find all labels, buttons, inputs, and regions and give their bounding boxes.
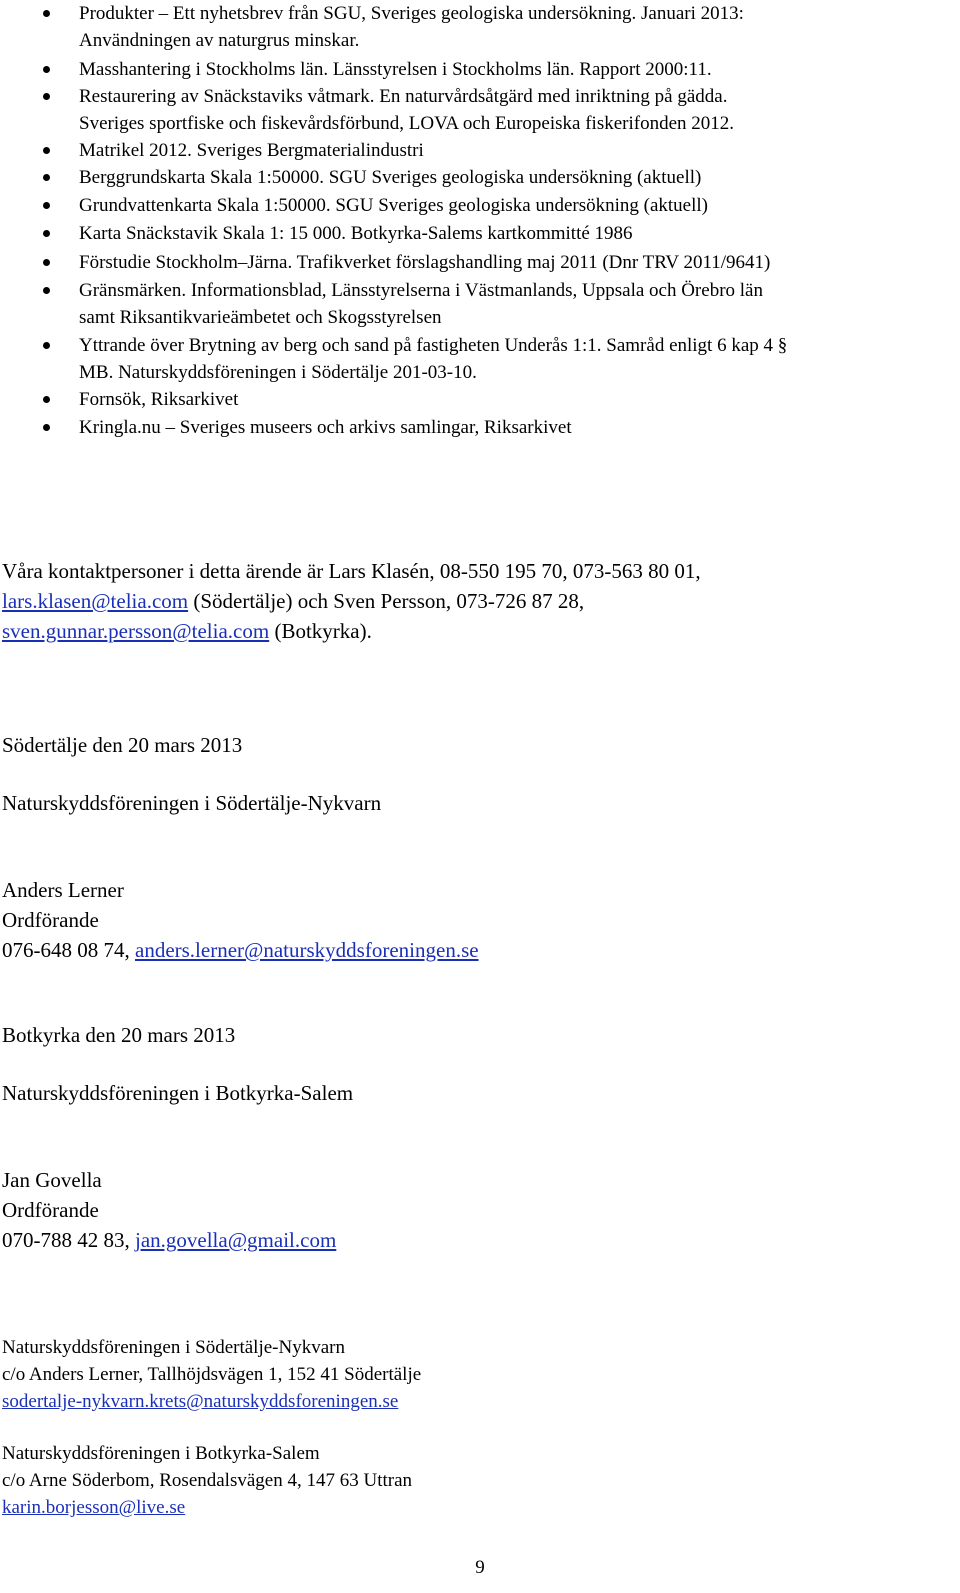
botkyrka-date: Botkyrka den 20 mars 2013 (2, 1023, 236, 1047)
address-email-line (2, 1494, 942, 1521)
list-item (79, 192, 949, 219)
list-item (79, 386, 949, 413)
botkyrka-signature (2, 1165, 942, 1255)
email-link-lars[interactable]: lars.klasen@telia.com (2, 589, 189, 613)
address-org: Naturskyddsföreningen i Södertälje-Nykvarn (2, 1337, 345, 1358)
reference-text: Berggrundskarta Skala 1:50000. SGU Sveriges geologiska undersökning (aktuell) (79, 167, 702, 188)
list-item (79, 277, 949, 331)
email-link-sven[interactable]: sven.gunnar.persson@telia.com (2, 619, 270, 643)
list-item (79, 220, 949, 247)
email-link-jan[interactable]: jan.govella@gmail.com (135, 1228, 337, 1252)
signer-phone: 070-788 42 83, (2, 1228, 135, 1252)
reference-text: Karta Snäckstavik Skala 1: 15 000. Botkyrka-Salems kartkommitté 1986 (79, 223, 633, 244)
list-item (79, 137, 949, 164)
address-email-line (2, 1388, 942, 1415)
signer-role: Ordförande (2, 908, 99, 932)
contact-line-3-text: (Botkyrka). (269, 619, 372, 643)
email-link-anders[interactable]: anders.lerner@naturskyddsforeningen.se (135, 938, 479, 962)
signer-phone: 076-648 08 74, (2, 938, 135, 962)
contact-line-2 (2, 586, 942, 616)
contact-line-3 (2, 616, 942, 646)
reference-text-continued: Användningen av naturgrus minskar. (79, 30, 360, 51)
list-item (79, 332, 949, 386)
reference-text: Fornsök, Riksarkivet (79, 389, 239, 410)
signer-contact (2, 935, 942, 965)
reference-text: Grundvattenkarta Skala 1:50000. SGU Sveriges geologiska undersökning (aktuell) (79, 195, 708, 216)
list-item (79, 56, 949, 83)
reference-text: Matrikel 2012. Sveriges Bergmaterialindustri (79, 140, 424, 161)
address-org: Naturskyddsföreningen i Botkyrka-Salem (2, 1443, 320, 1464)
list-item (79, 83, 949, 137)
reference-text: Restaurering av Snäckstaviks våtmark. En naturvårdsåtgärd med inriktning på gädda. (79, 86, 728, 107)
address-street: c/o Arne Söderbom, Rosendalsvägen 4, 147 63 Uttran (2, 1470, 413, 1491)
reference-text: Förstudie Stockholm–Järna. Trafikverket förslagshandling maj 2011 (Dnr TRV 2011/9641) (79, 252, 771, 273)
list-item (79, 249, 949, 276)
botkyrka-org: Naturskyddsföreningen i Botkyrka-Salem (2, 1081, 354, 1105)
page-number: 9 (475, 1557, 485, 1578)
address-street: c/o Anders Lerner, Tallhöjdsvägen 1, 152 41 Södertälje (2, 1364, 422, 1385)
contact-paragraph (2, 556, 942, 646)
reference-text: Gränsmärken. Informationsblad, Länsstyrelserna i Västmanlands, Uppsala och Örebro län (79, 280, 763, 301)
list-item (79, 414, 949, 441)
email-link-karin[interactable]: karin.borjesson@live.se (2, 1497, 186, 1518)
list-item (79, 0, 949, 54)
address-block-botkyrka (2, 1440, 942, 1521)
reference-text-continued: samt Riksantikvarieämbetet och Skogsstyrelsen (79, 307, 442, 328)
sodertalje-org: Naturskyddsföreningen i Södertälje-Nykvarn (2, 791, 382, 815)
signer-name: Anders Lerner (2, 878, 124, 902)
contact-line-1: Våra kontaktpersoner i detta ärende är Lars Klasén, 08-550 195 70, 073-563 80 01, (2, 559, 701, 583)
sodertalje-signature (2, 875, 942, 965)
contact-line-2-text: (Södertälje) och Sven Persson, 073-726 87 28, (188, 589, 585, 613)
signer-contact (2, 1225, 942, 1255)
reference-text: Produkter – Ett nyhetsbrev från SGU, Sveriges geologiska undersökning. Januari 2013: (79, 3, 744, 24)
signer-name: Jan Govella (2, 1168, 102, 1192)
address-block-sodertalje (2, 1334, 942, 1415)
reference-text: Yttrande över Brytning av berg och sand på fastigheten Underås 1:1. Samråd enligt 6 kap 4 § (79, 335, 788, 356)
sodertalje-date: Södertälje den 20 mars 2013 (2, 733, 243, 757)
reference-text-continued: MB. Naturskyddsföreningen i Södertälje 201-03-10. (79, 362, 477, 383)
list-item (79, 164, 949, 191)
email-link-krets[interactable]: sodertalje-nykvarn.krets@naturskyddsforeningen.se (2, 1391, 399, 1412)
signer-role: Ordförande (2, 1198, 99, 1222)
reference-text: Masshantering i Stockholms län. Länsstyrelsen i Stockholms län. Rapport 2000:11. (79, 59, 712, 80)
reference-text: Kringla.nu – Sveriges museers och arkivs samlingar, Riksarkivet (79, 417, 572, 438)
reference-text-continued: Sveriges sportfiske och fiskevårdsförbund, LOVA och Europeiska fiskerifonden 2012. (79, 113, 735, 134)
